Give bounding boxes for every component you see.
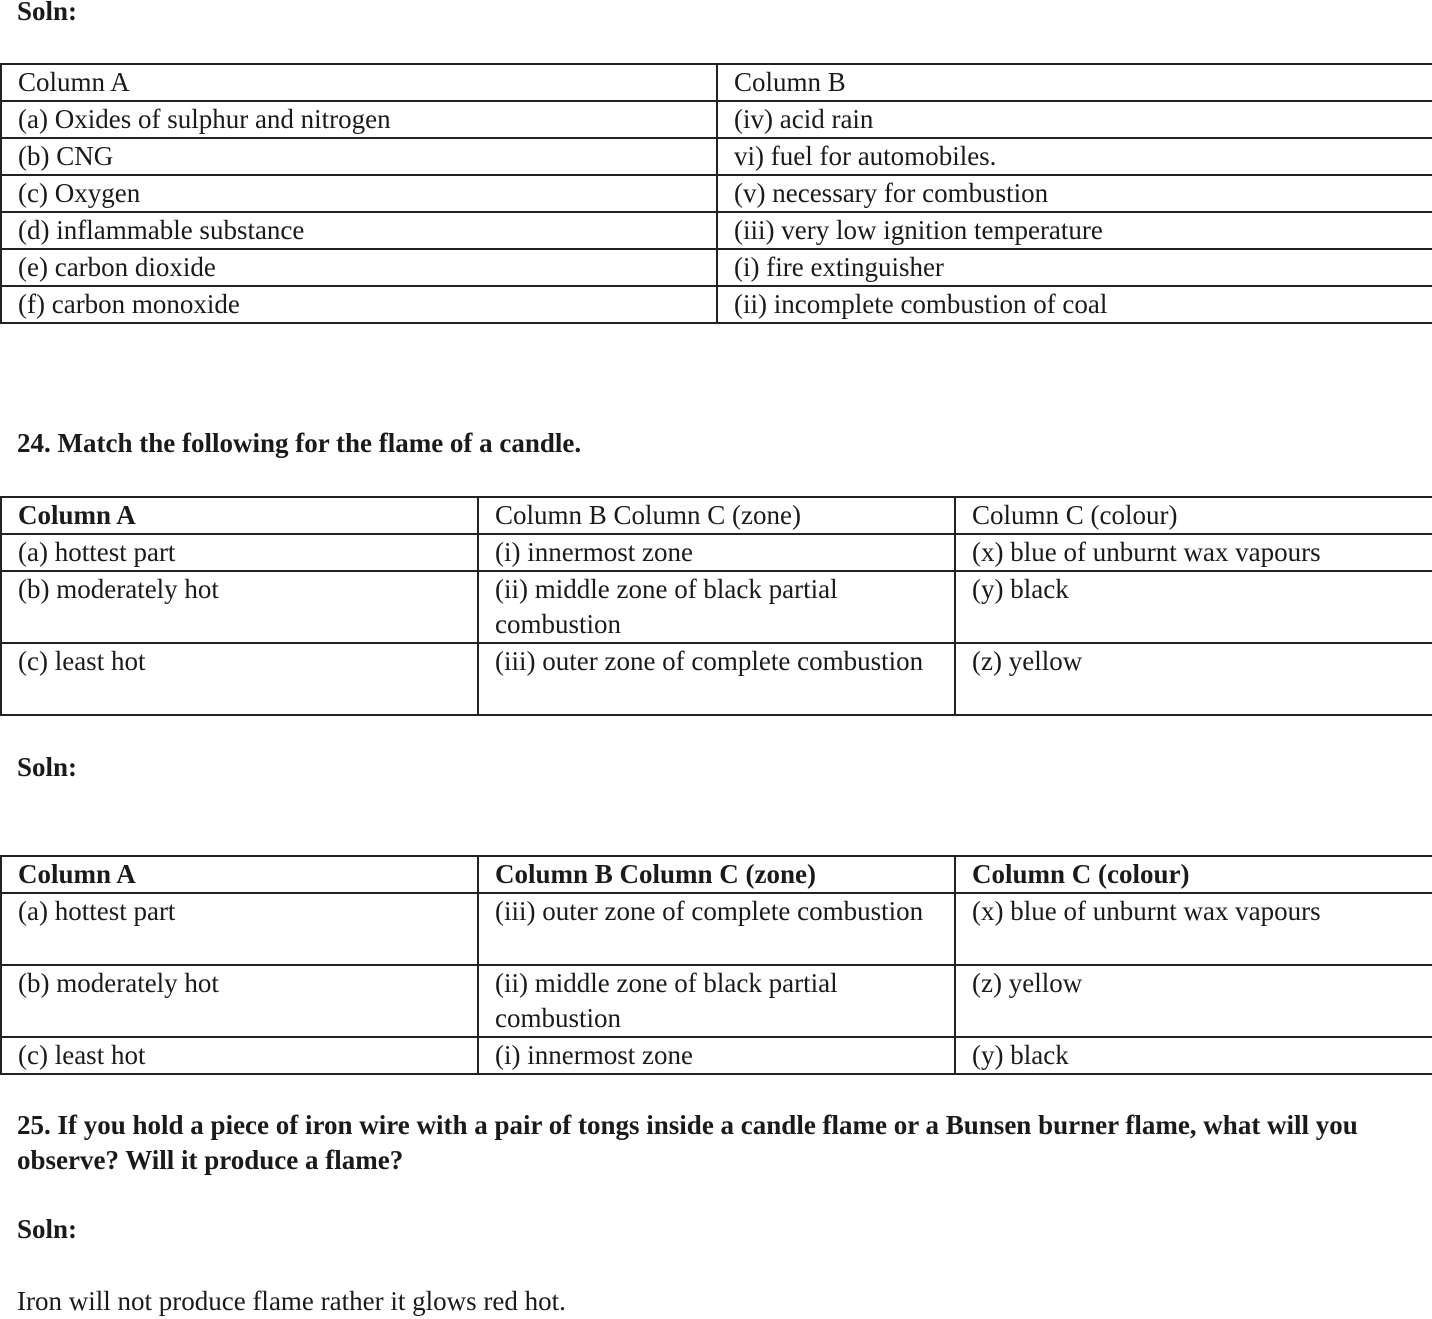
table-cell: vi) fuel for automobiles. [717,138,1432,175]
soln-label: Soln: [17,752,78,782]
table-cell: (iii) outer zone of complete combustion [478,643,955,715]
table-cell: (c) least hot [1,1037,478,1074]
table-cell: (b) CNG [1,138,717,175]
table-cell: (f) carbon monoxide [1,286,717,323]
question-24: 24. Match the following for the flame of a candle. [17,428,582,458]
header-cell: Column B Column C (zone) [478,856,955,893]
table-cell: (b) moderately hot [1,571,478,643]
table-row [1,643,1432,715]
match-table-24-answer [0,855,1432,1075]
table-cell: (z) yellow [955,965,1432,1037]
table-cell: (i) fire extinguisher [717,249,1432,286]
table-cell: (y) black [955,571,1432,643]
table-row [1,1037,1432,1074]
table-row [1,965,1432,1037]
table-row [1,212,1432,249]
soln-label: Soln: [17,0,78,26]
header-cell: Column A [1,856,478,893]
match-table-23-answer [0,63,1432,324]
table-row [1,249,1432,286]
header-cell: Column B [717,64,1432,101]
table-cell: (a) hottest part [1,893,478,965]
header-cell: Column B Column C (zone) [478,497,955,534]
header-cell: Column C (colour) [955,497,1432,534]
table-header-row [1,497,1432,534]
table-row [1,534,1432,571]
table-cell: (iv) acid rain [717,101,1432,138]
table-header-row [1,64,1432,101]
table-cell: (x) blue of unburnt wax vapours [955,893,1432,965]
table-cell: (c) least hot [1,643,478,715]
table-header-row [1,856,1432,893]
table-cell: (y) black [955,1037,1432,1074]
table-cell: (iii) outer zone of complete combustion [478,893,955,965]
table-cell: (d) inflammable substance [1,212,717,249]
table-cell: (a) hottest part [1,534,478,571]
table-cell: (i) innermost zone [478,534,955,571]
table-cell: (ii) middle zone of black partial combustion [478,571,955,643]
table-cell: (iii) very low ignition temperature [717,212,1432,249]
header-cell: Column A [1,497,478,534]
table-cell: (ii) middle zone of black partial combustion [478,965,955,1037]
table-cell: (v) necessary for combustion [717,175,1432,212]
table-cell: (e) carbon dioxide [1,249,717,286]
table-row [1,175,1432,212]
table-cell: (b) moderately hot [1,965,478,1037]
table-cell: (i) innermost zone [478,1037,955,1074]
soln-label: Soln: [17,1214,78,1244]
table-cell: (x) blue of unburnt wax vapours [955,534,1432,571]
table-row [1,893,1432,965]
table-cell: (ii) incomplete combustion of coal [717,286,1432,323]
table-row [1,138,1432,175]
table-cell: (z) yellow [955,643,1432,715]
table-row [1,571,1432,643]
table-row [1,101,1432,138]
match-table-24-question [0,496,1432,716]
answer-25: Iron will not produce flame rather it glows red hot. [17,1286,566,1316]
table-row [1,286,1432,323]
header-cell: Column A [1,64,717,101]
table-cell: (a) Oxides of sulphur and nitrogen [1,101,717,138]
table-cell: (c) Oxygen [1,175,717,212]
question-25: 25. If you hold a piece of iron wire with a pair of tongs inside a candle flame or a Bunsen burner flame, what will you observe? Will it produce a flame? [17,1110,1358,1175]
header-cell: Column C (colour) [955,856,1432,893]
